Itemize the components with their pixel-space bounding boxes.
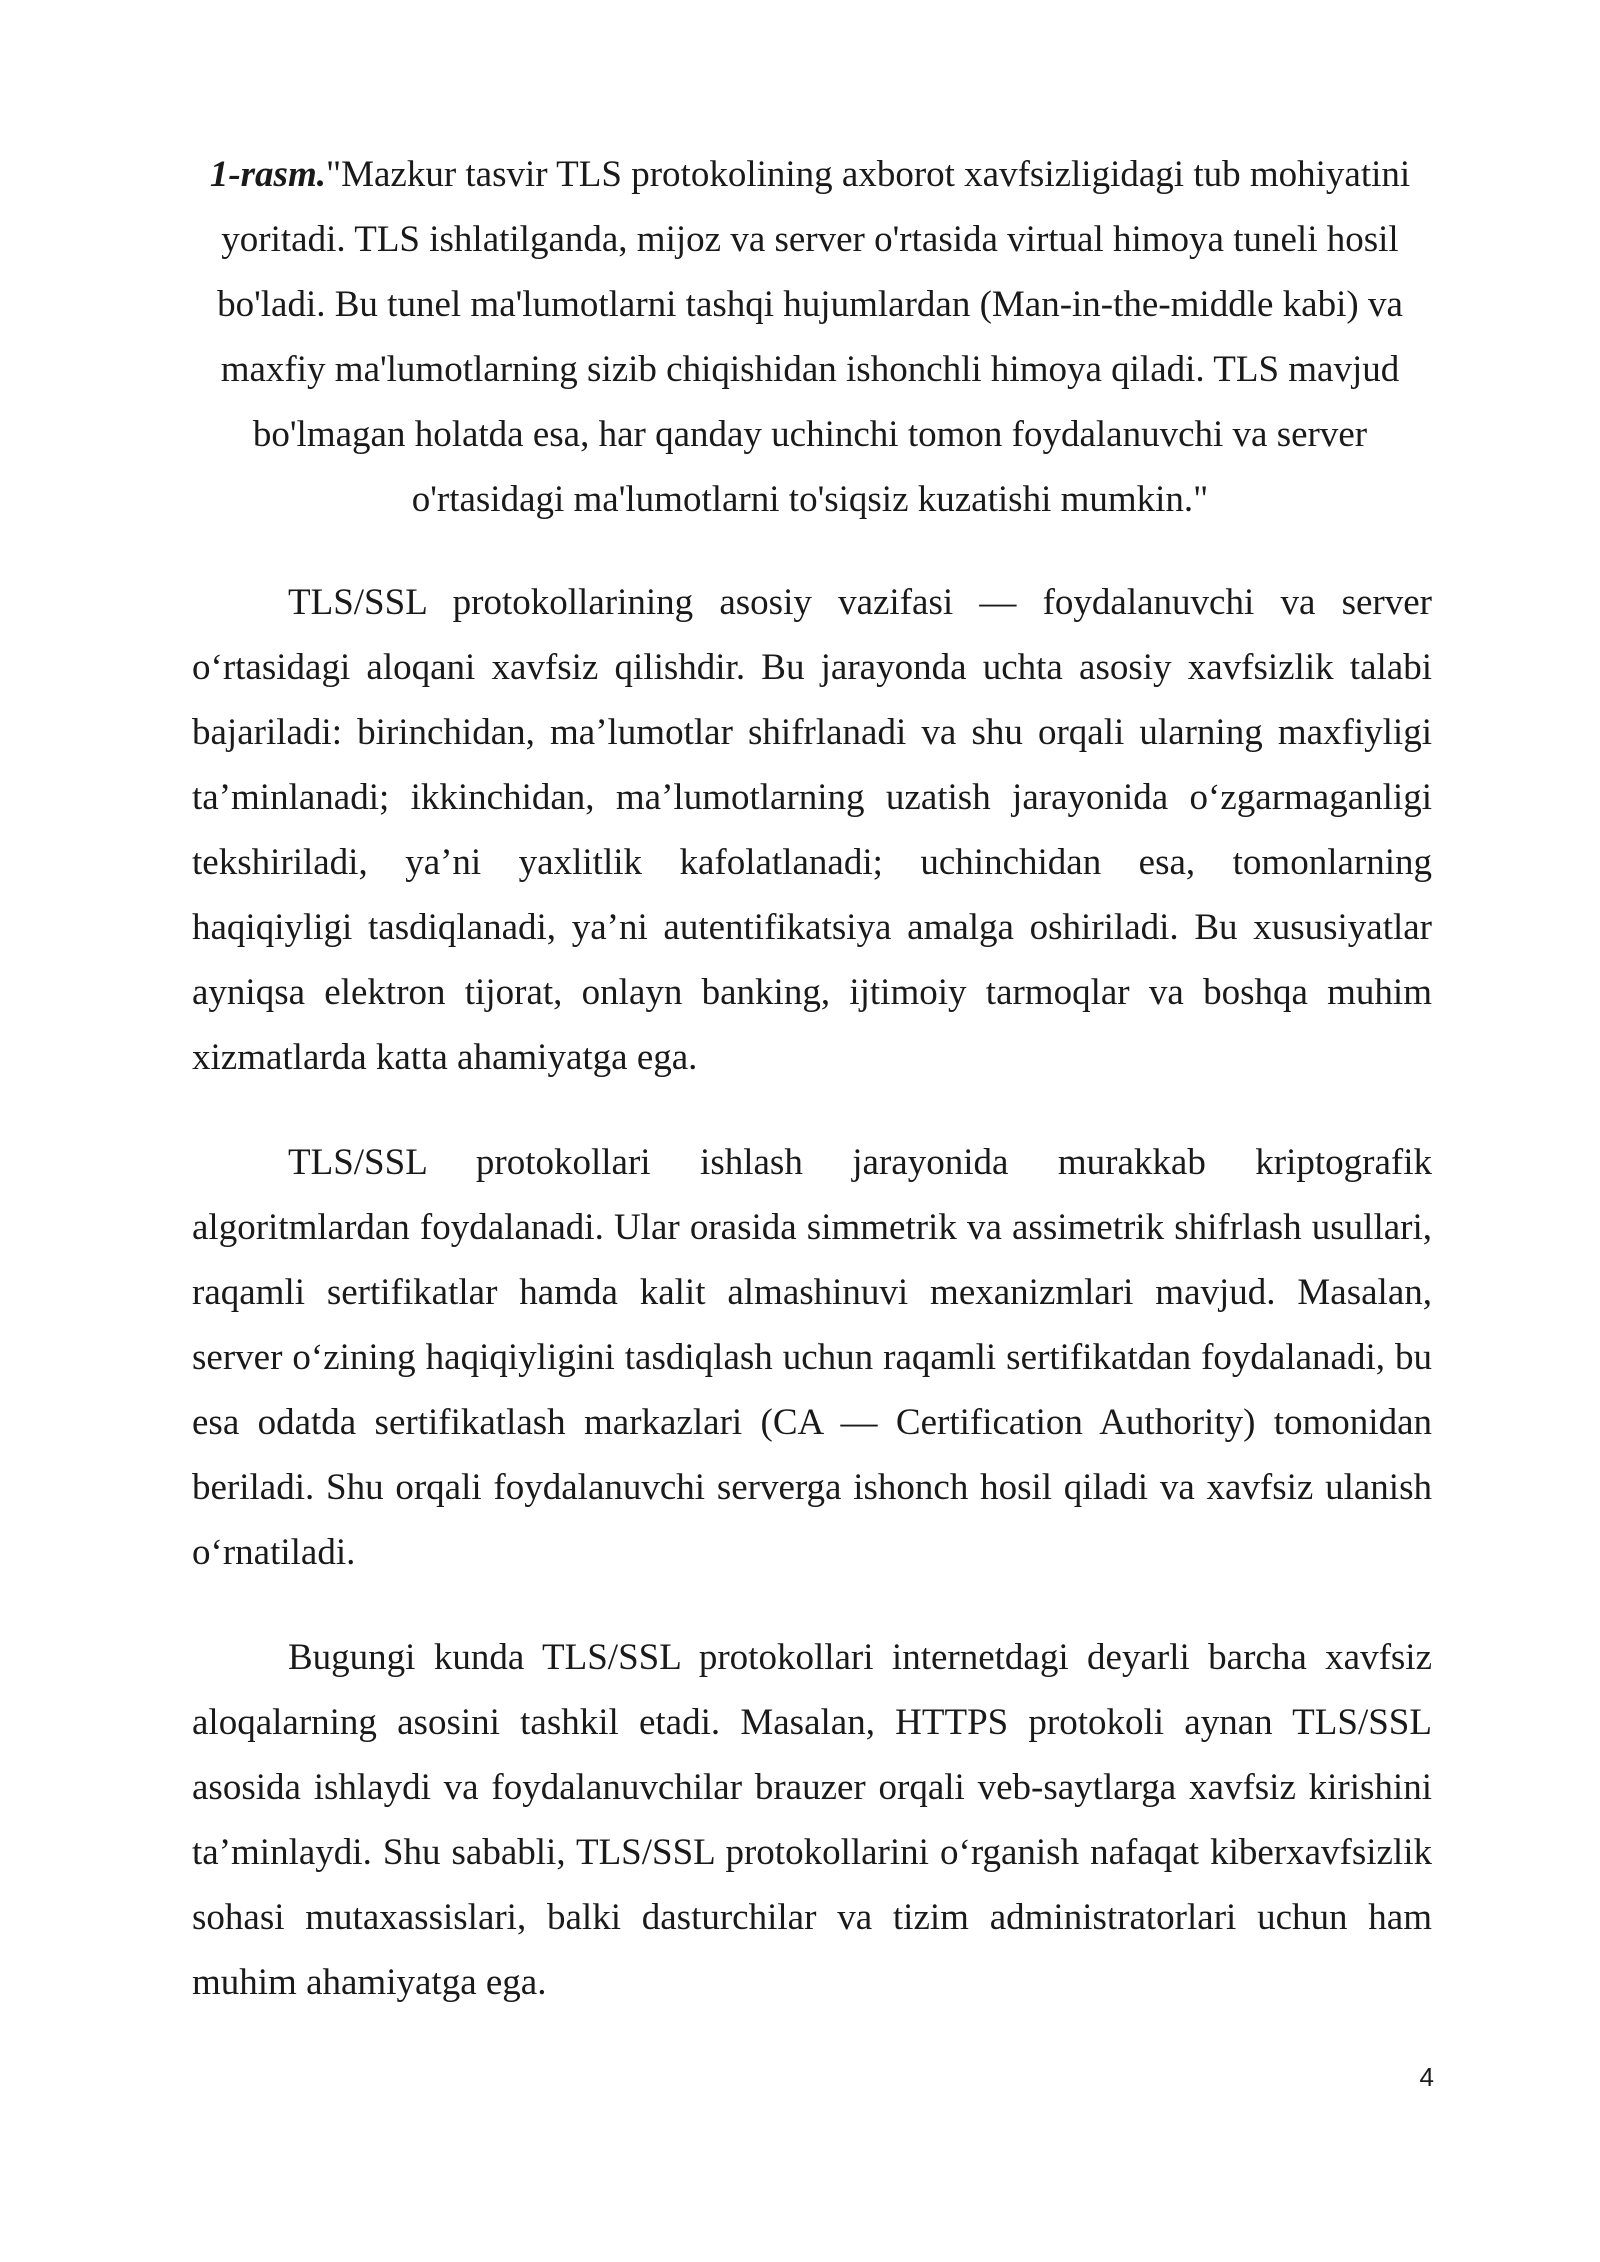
page-number: 4 [1419,2062,1434,2092]
figure-caption [190,142,1430,532]
figure-caption-text: "Mazkur tasvir TLS protokolining axborot xavfsizligidagi tub mohiyatini yoritadi. TLS ishlatilganda, mijoz va server o'rtasida virtual himoya tuneli hosil bo'ladi. Bu tunel ma'lumotlarni tashqi hujumlardan (Man-in-the-middle kabi) va maxfiy ma'lumotlarning sizib chiqishidan ishonchli himoya qiladi. TLS mavjud bo'lmagan holatda esa, har qanday uchinchi tomon foydalanuvchi va server o'rtasidagi ma'lumotlarni to'siqsiz kuzatishi mumkin." [217,154,1411,520]
body-paragraph: Bugungi kunda TLS/SSL protokollari internetdagi deyarli barcha xavfsiz aloqalarning asosini tashkil etadi. Masalan, HTTPS protokoli aynan TLS/SSL asosida ishlaydi va foydalanuvchilar brauzer orqali veb-saytlarga xavfsiz kirishini ta’minlaydi. Shu sababli, TLS/SSL protokollarini o‘rganish nafaqat kiberxavfsizlik sohasi mutaxassislari, balki dasturchilar va tizim administratorlari uchun ham muhim ahamiyatga ega. [192,1637,1432,2003]
body-paragraph: TLS/SSL protokollari ishlash jarayonida murakkab kriptografik algoritmlardan foydalanadi. Ular orasida simmetrik va assimetrik shifrlash usullari, raqamli sertifikatlar hamda kalit almashinuvi mexanizmlari mavjud. Masalan, server o‘zining haqiqiyligini tasdiqlash uchun raqamli sertifikatdan foydalanadi, bu esa odatda sertifikatlash markazlari (CA — Certification Authority) tomonidan beriladi. Shu orqali foydalanuvchi serverga ishonch hosil qiladi va xavfsiz ulanish o‘rnatiladi. [192,1142,1432,1573]
body-paragraph: TLS/SSL protokollarining asosiy vazifasi — foydalanuvchi va server o‘rtasidagi aloqani xavfsiz qilishdir. Bu jarayonda uchta asosiy xavfsizlik talabi bajariladi: birinchidan, ma’lumotlar shifrlanadi va shu orqali ularning maxfiyligi ta’minlanadi; ikkinchidan, ma’lumotlarning uzatish jarayonida o‘zgarmaganligi tekshiriladi, ya’ni yaxlitlik kafolatlanadi; uchinchidan esa, tomonlarning haqiqiyligi tasdiqlanadi, ya’ni autentifikatsiya amalga oshiriladi. Bu xususiyatlar ayniqsa elektron tijorat, onlayn banking, ijtimoiy tarmoqlar va boshqa muhim xizmatlarda katta ahamiyatga ega. [192,582,1432,1078]
figure-caption-label: 1-rasm. [209,154,326,195]
